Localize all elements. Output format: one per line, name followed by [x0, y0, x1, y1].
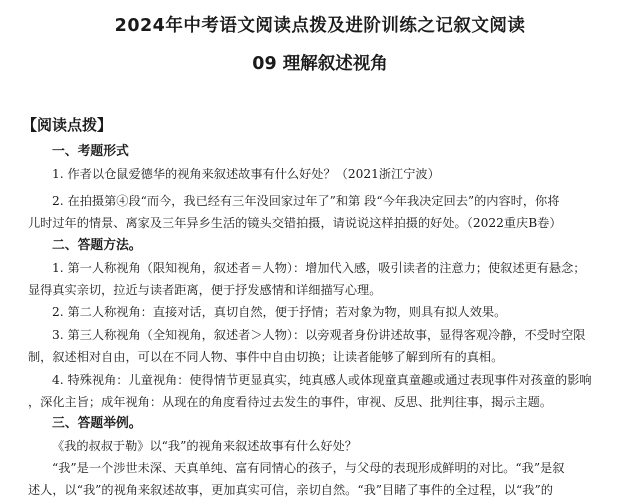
question-1: 1. 作者以仓鼠爱德华的视角来叙述故事有什么好处？（2021浙江宁波） — [52, 167, 440, 181]
method-4-line-1: 4. 特殊视角：儿童视角：使得情节更显真实，纯真感人或体现童真童趣或通过表现事件对孩童的影响 — [52, 373, 592, 387]
method-3-line-1: 3. 第三人称视角（全知视角，叙述者＞人物）：以旁观者身份讲述故事，显得客观冷静，不受时空限 — [52, 328, 586, 342]
part1-heading: 一、考题形式 — [52, 144, 129, 159]
question-2-line-2: 儿时过年的情景、离家及三年异乡生活的镜头交错拍摄，请说说这样拍摄的好处。（2022重庆B卷） — [28, 216, 562, 230]
part3-heading: 三、答题举例。 — [52, 416, 142, 431]
document-title: 2024年中考语文阅读点拨及进阶训练之记叙文阅读 — [114, 16, 526, 36]
example-answer-line-1: “我”是一个涉世未深、天真单纯、富有同情心的孩子，与父母的表现形成鲜明的对比。“我”是叙 — [52, 461, 565, 475]
document-subtitle: 09 理解叙述视角 — [252, 54, 388, 74]
method-1-line-2: 显得真实亲切，拉近与读者距离，便于抒发感情和详细描写心理。 — [28, 283, 382, 297]
part2-heading: 二、答题方法。 — [52, 238, 142, 253]
section-heading-reading-tips: 【阅读点拨】 — [22, 116, 113, 134]
method-1-line-1: 1. 第一人称视角（限知视角，叙述者＝人物）：增加代入感，吸引读者的注意力；使叙述更有悬念； — [52, 261, 586, 275]
method-2: 2. 第二人称视角：直接对话，真切自然，便于抒情；若对象为物，则具有拟人效果。 — [52, 305, 507, 319]
method-4-line-2: ，深化主旨；成年视角：从现在的角度看待过去发生的事件，审视、反思、批判往事，揭示主题。 — [28, 395, 553, 409]
example-answer-line-2: 述人，以“我”的视角来叙述故事，更加真实可信，亲切自然。“我”目睹了事件的全过程，以“我”的 — [28, 483, 553, 497]
question-2-line-1: 2. 在拍摄第④段“而今，我已经有三年没回家过年了”和第 段“今年我决定回去”的内容时，你将 — [52, 194, 560, 208]
method-3-line-2: 制，叙述相对自由，可以在不同人物、事件中自由切换；让读者能够了解到所有的真相。 — [28, 350, 504, 364]
example-question: 《我的叔叔于勒》以“我”的视角来叙述故事有什么好处？ — [52, 439, 357, 453]
